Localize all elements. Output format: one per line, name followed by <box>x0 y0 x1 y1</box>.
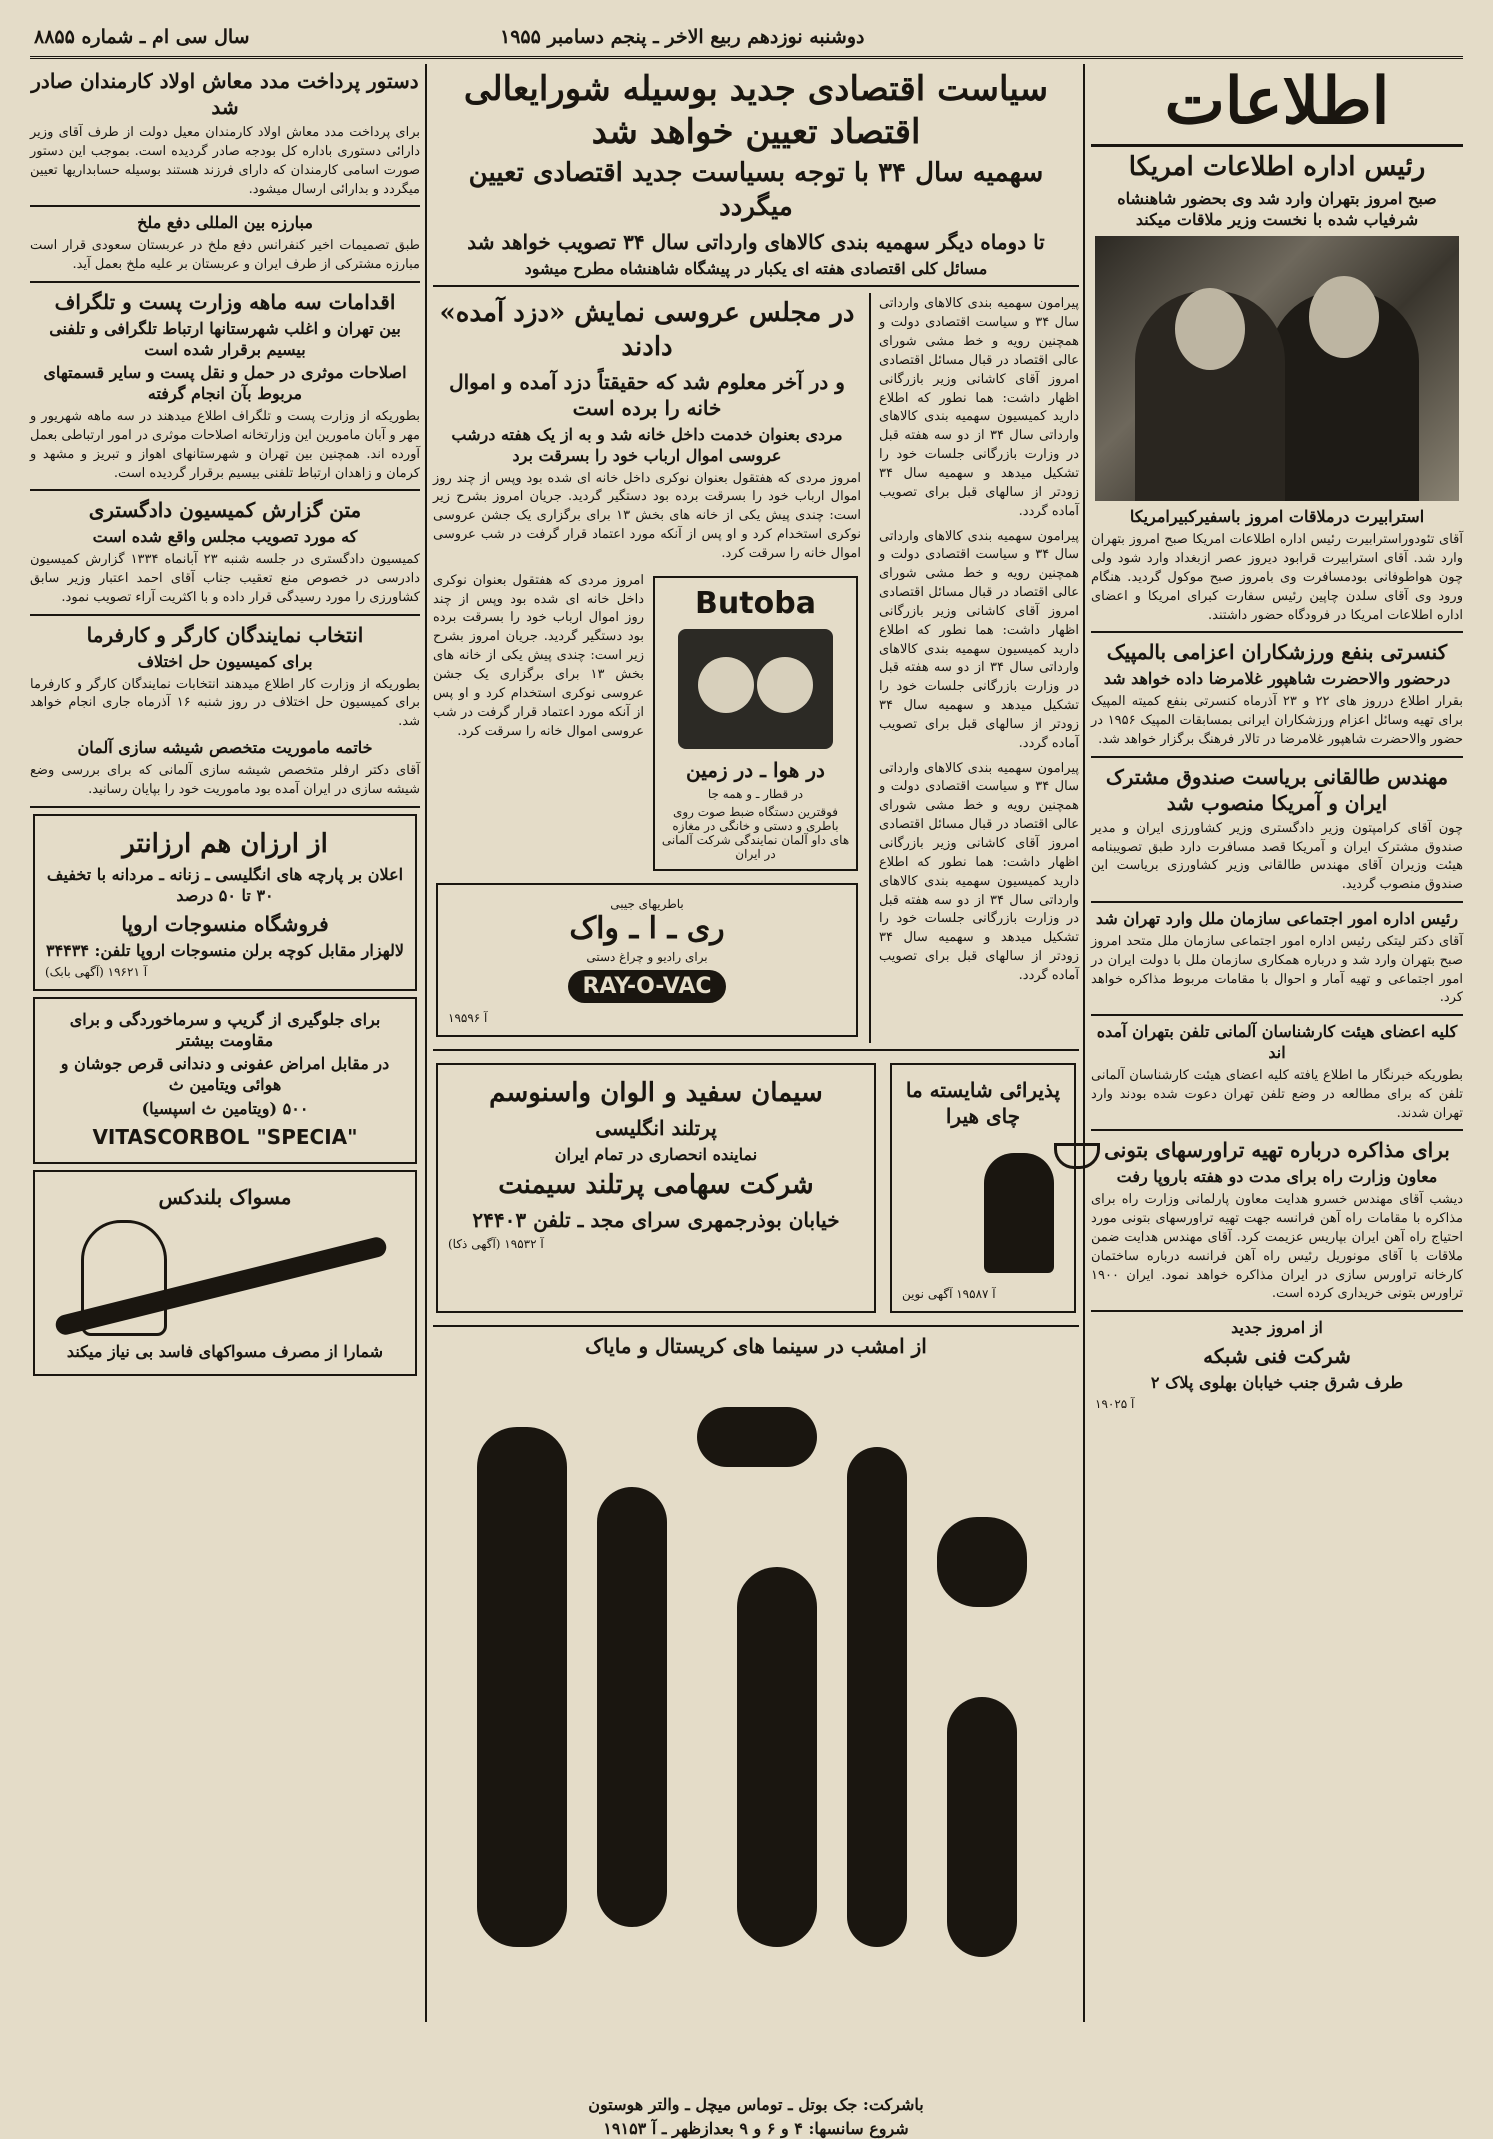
locust-headline: مبارزه بین المللی دفع ملخ <box>137 213 313 233</box>
cement-address: خیابان بوذرجمهری سرای مجد ـ تلفن ۲۴۴۰۳ <box>472 1208 840 1233</box>
rail-body: دیشب آقای مهندس خسرو هدایت معاون پارلمانی وزارت راه برای مذاکره با مقامات راه آهن فرانسه جهت تهیه تراورسهای بتونی مورد احتیاج راه آهن ایران بپاریس عزیمت کرد. آقای مهندس هدایت ضمن ملاقات با آقای مونوریل رئیس راه آهن فرانسه درباره ساختمان کارخانه تراورس سازی در ایران مذاکره خواهد نمود. ایران ۱۹۰۰ تراورس بتونی خریداری کرده است. <box>1091 1192 1463 1302</box>
fund-headline: مهندس طالقانی بریاست صندوق مشترک ایران و آمریکا منصوب شد <box>1105 764 1449 815</box>
center-split <box>433 293 1079 1042</box>
ptt-headline: اقدامات سه ماهه وزارت پست و تلگراف <box>54 289 396 314</box>
vitamin-brand: VITASCORBOL "SPECIA" <box>92 1124 358 1149</box>
cinema-headline: از امشب در سینما های کریستال و مایاک <box>585 1333 927 1358</box>
vitamin-subheadline: در مقابل امراض عفونی و دندانی قرص جوشان و هوائی ویتامین ث <box>60 1054 390 1095</box>
usia-subheadline: صبح امروز بتهران وارد شد وی بحضور شاهنشاه شرفیاب شده با نخست وزیر ملاقات میکند <box>1117 188 1437 229</box>
ad-address: طرف شرق جنب خیابان بهلوی پلاک ۲ <box>1150 1373 1404 1393</box>
vitamin-dose: ۵۰۰ (ویتامین ث اسپسیا) <box>141 1098 309 1118</box>
court-headline: متن گزارش کمیسیون دادگستری <box>88 498 362 523</box>
cement-code: آ ۱۹۵۳۲ (آگهی ذکا) <box>448 1237 544 1252</box>
econ-body-cont: پیرامون سهمیه بندی کالاهای وارداتی سال ۳۴ و سیاست اقتصادی دولت و همچنین رویه و خط مشی شورای عالی اقتصاد در قبال مسائل اقتصادی امروز آقای کاشانی وزیر بازرگانی اظهار داشت: هما نطور که اطلاع دارید کمیسیون سهمیه بندی کالاهای وارداتی سال ۳۴ از دو سه هفته قبل در وزارت بازرگانی جلسات خود را تشکیل میدهد و سهمیه سال ۳۴ زودتر از سالهای قبل برای تصویب آماده گردد. <box>879 528 1079 751</box>
thief-body-cont: امروز مردی که هفتقول بعنوان نوکری داخل خانه ای شده بود وپس از چند روز اموال ارباب خود را بسرقت برده بود دستگیر گردید. جریان امروز بشرح زیر است: چندی پیش یکی از خانه های بخش ۱۳ برای برگزاری یک جشن عروسی نوکری استخدام کرد و او پس از آنکه مورد اعتماد قرار گرفت در شب عروسی اموال خانه را سرقت کرد. <box>433 572 645 739</box>
ad-headline: از امروز جدید <box>1231 1318 1323 1338</box>
shop-name: فروشگاه منسوجات اروپا <box>121 911 329 936</box>
butoba-brand: Butoba <box>695 585 816 621</box>
left-column <box>30 64 420 2022</box>
toothbrush-ad <box>33 1170 417 1376</box>
issue-number: سال سی ام ـ شماره ۸۸۵۵ <box>34 26 250 48</box>
toothbrush-illustration <box>41 1216 409 1336</box>
toothbrush-subheadline: شمارا از مصرف مسواکهای فاسد بی نیاز میکند <box>66 1341 384 1361</box>
thief-body: امروز مردی که هفتقول بعنوان نوکری داخل خانه ای شده بود وپس از چند روز اموال ارباب خود را بسرقت برده بود دستگیر گردید. جریان امروز بشرح زیر است: چندی پیش یکی از خانه های بخش ۱۳ برای برگزاری یک جشن عروسی نوکری استخدام کرد و او پس از آنکه مورد اعتماد قرار گرفت در شب عروسی اموال خانه را سرقت کرد. <box>433 470 861 561</box>
column-rule <box>1083 64 1085 2022</box>
rayovac-brand: RAY-O-VAC <box>568 970 725 1003</box>
photo-caption: استرابیرت درملاقات امروز باسفیرکبیرامریکا <box>1129 507 1425 527</box>
expert-headline: خاتمه ماموریت متخصص شیشه سازی آلمان <box>77 738 373 758</box>
usia-headline: رئیس اداره اطلاعات امریکا <box>1128 152 1426 182</box>
shop-body: اعلان بر پارچه های انگلیسی ـ زنانه ـ مردانه با تخفیف ۳۰ تا ۵۰ درصد <box>46 865 404 906</box>
court-subheadline: که مورد تصویب مجلس واقع شده است <box>92 527 358 547</box>
thief-subheadline: و در آخر معلوم شد که حقیقتاً دزد آمده و اموال خانه را برده است <box>449 369 845 420</box>
econ-subheadline-1: سهمیه سال ۳۴ با توجه بسیاست جدید اقتصادی تعیین میگردد <box>468 158 1044 222</box>
masthead: اطلاعات <box>1091 64 1463 147</box>
toothbrush-headline: مسواک بلندکس <box>158 1184 292 1209</box>
shop-code: آ ۱۹۶۲۱ (آگهی بابک) <box>45 964 148 979</box>
labor-body: بطوریکه از وزارت کار اطلاع میدهند انتخابات نمایندگان کارگر و کارفرما برای کمیسیون حل اختلاف در روز شنبه ۱۶ آذرماه جاری انجام خواهد شد. <box>30 676 420 730</box>
butoba-ad <box>653 576 858 871</box>
fund-body: چون آقای کرامپتون وزیر دادگستری وزیر کشاورزی ایران و مدیر صندوق مشترک ایران و آمریکا قصد مسافرت دارد طبق تصویبنامه هیئت وزیران آقای مهندس طالقانی وزیر کشاورزی بریاست این صندوق منصوب گردید. <box>1091 820 1463 893</box>
chai-ad-code: آ ۱۹۵۸۷ آگهی نوین <box>902 1286 996 1301</box>
vitamin-headline: برای جلوگیری از گریپ و سرماخوردگی و برای مقاومت بیشتر <box>69 1009 381 1050</box>
concert-subheadline: درحضور والاحضرت شاهپور غلامرضا داده خواهد شد <box>1103 669 1451 689</box>
vitamin-ad <box>33 997 417 1164</box>
cement-representative: نماینده انحصاری در تمام ایران <box>554 1144 758 1164</box>
rayovac-subtitle: برای رادیو و چراغ دستی <box>586 949 708 964</box>
ptt-subheadline-2: اصلاحات موثری در حمل و نقل پست و سایر قسمتهای مربوط بآن انجام گرفته <box>43 363 407 404</box>
ad-company: شرکت فنی شبکه <box>1203 1344 1351 1369</box>
econ-body-cont2: پیرامون سهمیه بندی کالاهای وارداتی سال ۳۴ و سیاست اقتصادی دولت و همچنین رویه و خط مشی شورای عالی اقتصاد در قبال مسائل اقتصادی امروز آقای کاشانی وزیر بازرگانی اظهار داشت: هما نطور که اطلاع دارید کمیسیون سهمیه بندی کالاهای وارداتی سال ۳۴ از دو سه هفته قبل در وزارت بازرگانی جلسات خود را تشکیل میدهد و سهمیه سال ۳۴ زودتر از سالهای قبل برای تصویب آماده گردد. <box>879 760 1079 983</box>
econ-body: پیرامون سهمیه بندی کالاهای وارداتی سال ۳۴ و سیاست اقتصادی دولت و همچنین رویه و خط مشی شورای عالی اقتصاد در قبال مسائل اقتصادی امروز آقای کاشانی وزیر بازرگانی اظهار داشت: هما نطور که اطلاع دارید کمیسیون سهمیه بندی کالاهای وارداتی سال ۳۴ از دو سه هفته قبل در وزارت بازرگانی جلسات خود را تشکیل میدهد و سهمیه سال ۳۴ زودتر از سالهای قبل برای تصویب آماده گردد. <box>879 296 1079 519</box>
econ-subheadline-2: تا دوماه دیگر سهمیه بندی کالاهای وارداتی سال ۳۴ تصویب خواهد شد <box>467 229 1045 254</box>
tape-recorder-illustration <box>678 629 833 749</box>
locust-body: طبق تصمیمات اخیر کنفرانس دفع ملخ در عربستان سعودی قرار است مبارزه مشترکی از طرف ایران و عربستان بر علیه ملخ بعمل آید. <box>30 238 420 273</box>
chai-ad-text: پذیرائی شایسته ما چای هیرا <box>905 1077 1061 1128</box>
ptt-subheadline: بین تهران و اغلب شهرستانها ارتباط تلگرافی و تلفنی بیسیم برقرار شده است <box>49 318 401 359</box>
date-bar <box>30 22 1463 59</box>
ptt-body: بطوریکه از وزارت پست و تلگراف اطلاع میدهند در سه ماهه شهریور و مهر و آبان مامورین این وزارتخانه اصلاحات موثری در امور ارتباطی بعمل آورده اند. همچنین بین تهران و شهرستانهای اهواز و تبریز و مشهد و کرمان و زاهدان ارتباط تلفنی بیسیم برقرار گردیده است. <box>30 409 420 481</box>
pay-body: برای پرداخت مدد معاش اولاد کارمندان معیل دولت از طرف آقای وزیر دارائی دستوری باداره کل بودجه صادر گردیده است. بموجب این دستور صورت اسامی کارمندان که دارای فرزند هستند بوسیله حسابداریها تعیین میگردد و بدارائی ارسال میشود. <box>30 125 420 197</box>
phone-body: بطوریکه خبرنگار ما اطلاع یافته کلیه اعضای هیئت کارشناسان آلمانی تلفن که برای مطالعه در وضع تلفن تهران دعوت شده بودند وارد تهران شدند. <box>1091 1067 1463 1121</box>
ad-code: آ ۱۹۰۲۵ <box>1095 1396 1135 1411</box>
issue-date: دوشنبه نوزدهم ربیع الاخر ـ پنجم دسامبر ۱۹۵۵ <box>500 26 865 48</box>
expert-body: آقای دکتر ارفلر متخصص شیشه سازی آلمانی که برای بررسی وضع شیشه سازی در ایران آمده بود ماموریت خود را بپایان رسانید. <box>30 762 420 797</box>
cinema-times: شروع سانسها: ۴ و ۶ و ۹ بعدازظهر ـ آ ۱۹۱۵۳ <box>603 2118 909 2138</box>
cement-company: شرکت سهامی پرتلند سیمنت <box>498 1170 814 1201</box>
butoba-subtitle: در قطار ـ و همه جا <box>707 786 804 801</box>
phone-headline: کلیه اعضای هیئت کارشناسان آلمانی تلفن بتهران آمده اند <box>1096 1022 1458 1063</box>
rayovac-ad <box>436 883 858 1037</box>
right-column <box>1091 64 1463 2022</box>
chai-ad <box>890 1063 1076 1313</box>
butoba-body: فوقترین دستگاه ضبط صوت روی باطری و دستی و خانگی در مغازه های داو آلمان نمایندگی شرکت آلمانی در ایران <box>661 804 850 861</box>
concert-headline: کنسرتی بنفع ورزشکاران اعزامی بالمپیک <box>1106 640 1448 665</box>
column-rule <box>425 64 427 2022</box>
thief-headline: در مجلس عروسی نمایش «دزد آمده» دادند <box>439 298 855 363</box>
rail-subheadline: معاون وزارت راه برای مدت دو هفته باروپا رفت <box>1116 1167 1438 1187</box>
center-column <box>433 64 1079 2138</box>
labor-subheadline: برای کمیسیون حل اختلاف <box>137 651 313 671</box>
un-body: آقای دکتر لیتکی رئیس اداره امور اجتماعی سازمان ملل متحد امروز صبح بتهران وارد شد و درباره همکاری سازمان ملل با دولت ایران در امور اجتماعی و تهیه آمار و احوال با مقامات مربوط مذاکره خواهد کرد. <box>1091 933 1463 1006</box>
waiter-illustration <box>924 1133 1043 1283</box>
thief-subheadline-2: مردی بعنوان خدمت داخل خانه شد و به از یک هفته درشب عروسی اموال ارباب خود را بسرقت برد <box>451 424 843 465</box>
cement-headline: سیمان سفید و الوان واسنوسم <box>489 1077 823 1108</box>
usia-body: آقای تئودوراسترابیرت رئیس اداره اطلاعات امریکا صبح امروز بتهران وارد شد. آقای استرابیرت قرابود دیروز عصر ازبغداد وارد شود ولی چون هواطوفانی بودمسافرت وی بامروز صبح موکول گردید. هنگام ورود وی آقای سلدن چاپین رئیس سفارت کبرای امریکا و اعضای اداره اطلاعات امریکا در فرودگاه حضور داشتند. <box>1091 532 1463 623</box>
shop-ad <box>33 814 417 991</box>
rayovac-code: آ ۱۹۵۹۶ <box>448 1010 488 1025</box>
shop-address: لالهزار مقابل کوچه برلن منسوجات اروپا تلفن: ۳۴۴۳۴ <box>45 940 405 960</box>
cinema-calligraphy <box>437 1367 1075 2087</box>
econ-headline: سیاست اقتصادی جدید بوسیله شورایعالی اقتصاد تعیین خواهد شد <box>463 69 1049 152</box>
thief-column <box>433 293 861 1042</box>
rayovac-pretitle: باطریهای جیبی <box>610 896 684 911</box>
econ-subheadline-3: مسائل کلی اقتصادی هفته ای یکبار در پیشگاه شاهنشاه مطرح میشود <box>524 258 988 278</box>
shop-headline: از ارزان هم ارزانتر <box>122 828 328 859</box>
econ-column <box>879 293 1079 1042</box>
cement-subheadline: پرتلند انگلیسی <box>595 1115 717 1140</box>
meeting-photo <box>1095 236 1459 501</box>
rail-headline: برای مذاکره درباره تهیه تراورسهای بتونی <box>1104 1138 1450 1163</box>
pay-headline: دستور پرداخت مدد معاش اولاد کارمندان صادر شد <box>31 69 419 119</box>
court-body: کمیسیون دادگستری در جلسه شنبه ۲۳ آبانماه ۱۳۳۴ گزارش کمیسیون دادرسی در خصوص منع تعقیب جناب آقای احمد اعتبار وزیر سابق کشاورزی را مورد رسیدگی قرار داده و با اکثریت آراء تصویب نمود. <box>30 552 420 605</box>
cement-ad <box>436 1063 876 1313</box>
labor-headline: انتخاب نمایندگان کارگر و کارفرما <box>86 622 364 647</box>
cinema-cast: باشرکت: جک بوتل ـ توماس میچل ـ والتر هوستون <box>588 2094 924 2114</box>
rayovac-title: ری ـ ا ـ واک <box>569 910 725 946</box>
un-headline: رئیس اداره امور اجتماعی سازمان ملل وارد تهران شد <box>1095 909 1459 929</box>
concert-body: بقرار اطلاع درروز های ۲۲ و ۲۳ آذرماه کنسرتی بنفع کمیته المپیک برای تهیه وسائل اعزام ورزشکاران ایرانی بمسابقات المپیک ۱۹۵۶ در حضور والاحضرت شاهپور غلامرضا در تالار فرهنگ برگزار خواهد شد. <box>1091 694 1463 747</box>
butoba-title: در هوا ـ در زمین <box>686 757 825 782</box>
